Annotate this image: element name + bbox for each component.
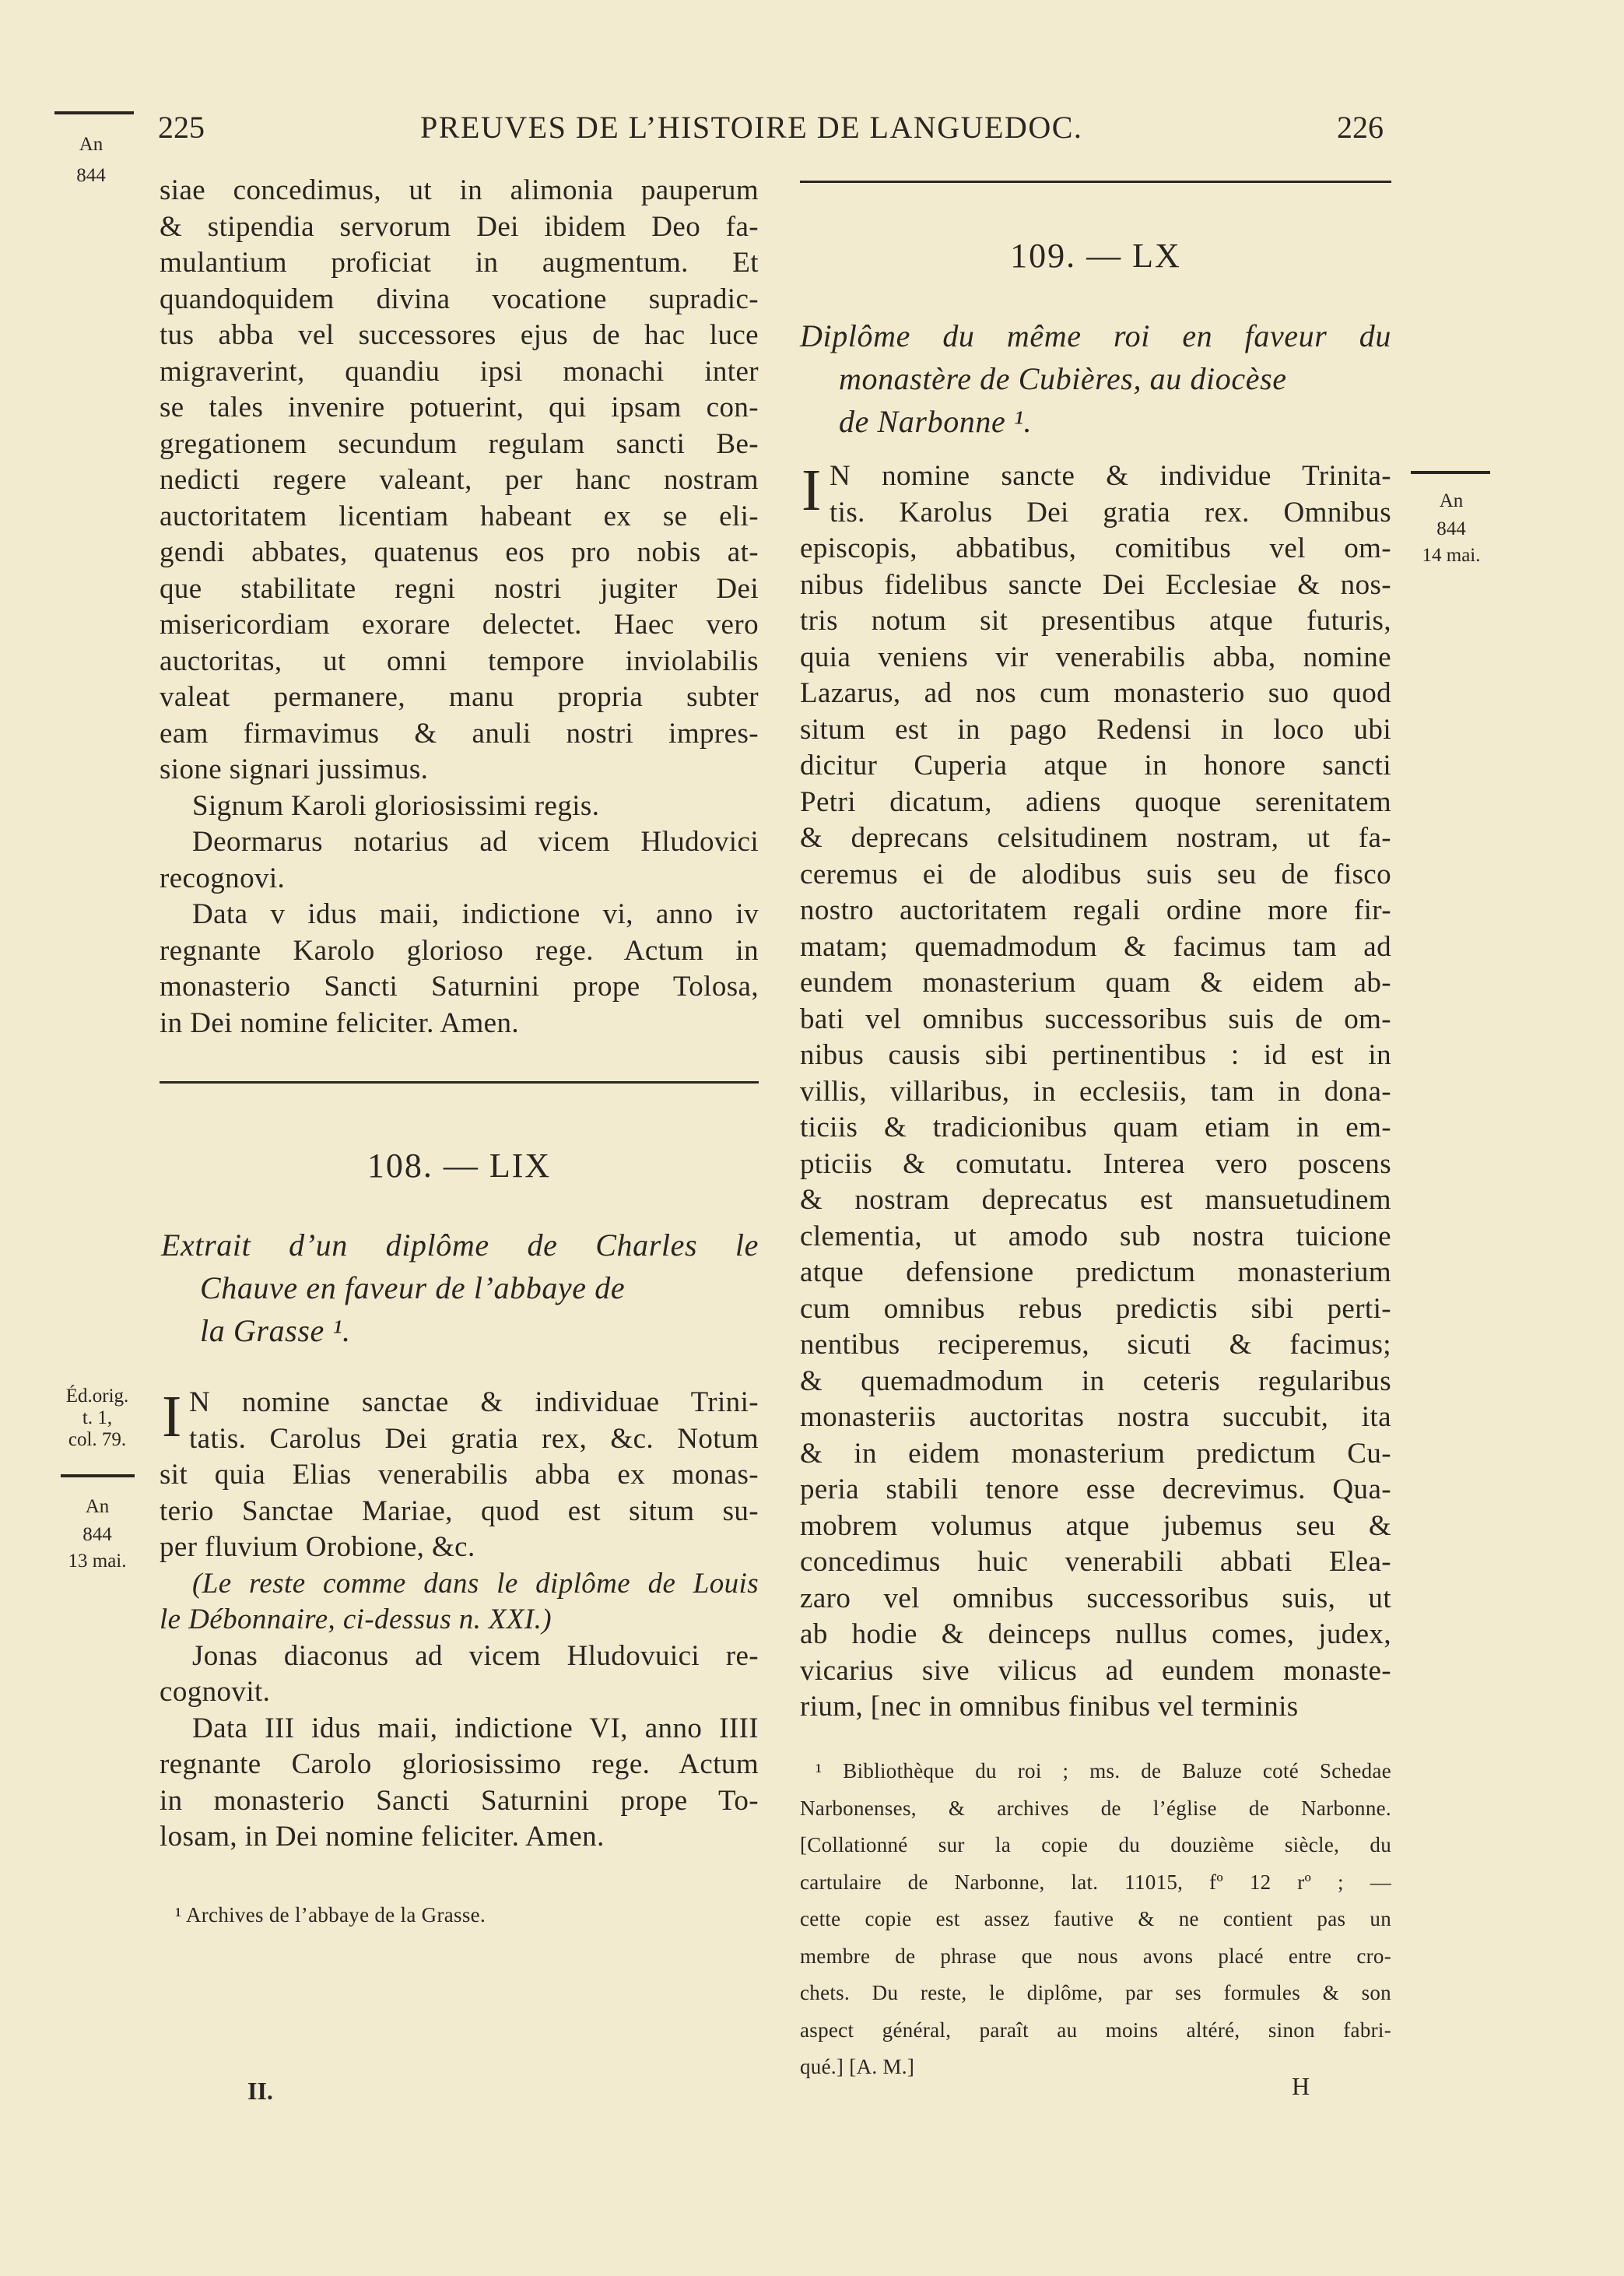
text-line: matam; quemadmodum & facimus tam ad bbox=[800, 930, 1391, 963]
text-line: clementia, ut amodo sub nostra tuicione bbox=[800, 1220, 1391, 1252]
text-line: vicarius sive vilicus ad eundem monaste- bbox=[800, 1654, 1391, 1687]
margin-an: An bbox=[85, 1496, 110, 1517]
title-line: de Narbonne ¹. bbox=[839, 404, 1033, 439]
margin-note-year-left bbox=[54, 1496, 140, 1572]
section-108-text bbox=[160, 1385, 759, 1856]
margin-note-year-right bbox=[1408, 490, 1494, 567]
title-line: monastère de Cubières, au diocèse bbox=[839, 361, 1287, 396]
text-line: Signum Karoli gloriosissimi regis. bbox=[192, 789, 600, 822]
text-line: rium, [nec in omnibus finibus vel terminis bbox=[800, 1691, 1299, 1723]
margin-year: 844 bbox=[76, 165, 106, 186]
text-line: nibus fidelibus sancte Dei Ecclesiae & nos- bbox=[800, 568, 1391, 601]
text-line: que stabilitate regni nostri jugiter Dei bbox=[160, 572, 759, 605]
text-line: tatis. Carolus Dei gratia rex, &c. Notum bbox=[189, 1422, 759, 1455]
text-line: eundem monasterium quam & eidem ab- bbox=[800, 967, 1391, 999]
margin-note-year-top-left bbox=[48, 134, 134, 187]
text-line: N nomine sanctae & individuae Trini- bbox=[189, 1386, 759, 1418]
text-line: Data III idus maii, indictione VI, anno IIII bbox=[192, 1712, 759, 1744]
page-number-left: 225 bbox=[158, 110, 205, 145]
section-108-title bbox=[161, 1224, 759, 1352]
text-line: regnante Carolo gloriosissimo rege. Actum bbox=[160, 1748, 759, 1780]
text-line: membre de phrase que nous avons placé entre cro- bbox=[800, 1944, 1391, 1968]
text-line: losam, in Dei nomine feliciter. Amen. bbox=[160, 1821, 605, 1853]
text-line: (Le reste comme dans le diplôme de Louis bbox=[192, 1567, 759, 1600]
text-line: aspect général, paraît au moins altéré, sinon fabri- bbox=[800, 2018, 1391, 2042]
text-line: bati vel omnibus successoribus suis de om- bbox=[800, 1003, 1391, 1035]
section-109-text bbox=[800, 458, 1391, 1726]
section-109-title bbox=[800, 314, 1391, 443]
text-line: sit quia Elias venerabilis abba ex monas- bbox=[160, 1459, 759, 1491]
text-line: misericordiam exorare delectet. Haec vero bbox=[160, 609, 759, 641]
text-line: qué.] [A. M.] bbox=[800, 2055, 915, 2078]
left-column-continuation-text bbox=[160, 173, 759, 1041]
text-line: [Collationné sur la copie du douzième siècle, du bbox=[800, 1833, 1391, 1856]
page-number-right: 226 bbox=[1337, 110, 1384, 145]
text-line: & nostram deprecatus est mansuetudinem bbox=[800, 1184, 1391, 1216]
text-line: ¹ Bibliothèque du roi ; ms. de Baluze coté Schedae bbox=[816, 1759, 1391, 1783]
text-line: pticiis & comutatu. Interea vero poscens bbox=[800, 1147, 1391, 1180]
text-line: eam firmavimus & anuli nostri impres- bbox=[160, 717, 759, 750]
text-line: ceremus ei de alodibus suis seu de fisco bbox=[800, 858, 1391, 890]
title-line: Extrait d’un diplôme de Charles le bbox=[161, 1228, 759, 1263]
text-line: villis, villaribus, in ecclesiis, tam in dona- bbox=[800, 1075, 1391, 1108]
dropcap-108: I bbox=[162, 1384, 182, 1449]
text-line: quia veniens vir venerabilis abba, nomine bbox=[800, 641, 1391, 673]
margin-year: 844 bbox=[1436, 518, 1466, 539]
text-line: & stipendia servorum Dei ibidem Deo fa- bbox=[160, 210, 759, 243]
text-line: cette copie est assez fautive & ne contient pas un bbox=[800, 1907, 1391, 1930]
running-title: PREUVES DE L’HISTOIRE DE LANGUEDOC. bbox=[420, 110, 1083, 145]
text-line: Narbonenses, & archives de l’église de Narbonne. bbox=[800, 1796, 1391, 1820]
text-line: Jonas diaconus ad vicem Hludovuici re- bbox=[192, 1639, 759, 1672]
text-line: tis. Karolus Dei gratia rex. Omnibus bbox=[830, 496, 1391, 529]
text-line: in Dei nomine feliciter. Amen. bbox=[160, 1006, 520, 1039]
text-line: terio Sanctae Mariae, quod est situm su- bbox=[160, 1495, 759, 1527]
text-line: regnante Karolo glorioso rege. Actum in bbox=[160, 934, 759, 967]
text-line: se tales invenire potuerint, qui ipsam con- bbox=[160, 392, 759, 423]
title-line: la Grasse ¹. bbox=[200, 1313, 351, 1348]
margin-rule bbox=[54, 111, 134, 114]
text-line: per fluvium Orobione, &c. bbox=[160, 1531, 475, 1563]
margin-an: An bbox=[1439, 490, 1464, 511]
text-line: situm est in pago Redensi in loco ubi bbox=[800, 713, 1391, 746]
section-109-footnote bbox=[800, 1753, 1391, 2086]
margin-edition: Éd.orig. bbox=[65, 1386, 129, 1407]
text-line: migraverint, quandiu ipsi monachi inter bbox=[160, 355, 759, 388]
signature-mark-left: II. bbox=[247, 2077, 273, 2105]
margin-rule bbox=[1411, 471, 1490, 474]
margin-an: An bbox=[79, 134, 103, 155]
text-line: gendi abbates, quatenus eos pro nobis at- bbox=[160, 536, 759, 568]
text-line: monasteriis auctoritas nostra succubit, ita bbox=[800, 1401, 1391, 1433]
text-line: cognovit. bbox=[160, 1676, 271, 1708]
signature-mark-right: H bbox=[1292, 2072, 1310, 2100]
text-line: recognovi. bbox=[160, 862, 286, 894]
section-109-heading: 109. — LX bbox=[1010, 237, 1181, 275]
header-rule bbox=[800, 181, 1391, 183]
text-line: gregationem secundum regulam sancti Be- bbox=[160, 427, 759, 460]
margin-rule bbox=[61, 1474, 135, 1477]
text-line: tus abba vel successores ejus de hac luce bbox=[160, 319, 759, 351]
margin-year: 844 bbox=[82, 1524, 112, 1545]
text-line: concedimus huic venerabili abbati Elea- bbox=[800, 1546, 1391, 1578]
text-line: valeat permanere, manu propria subter bbox=[160, 681, 759, 713]
text-line: in monasterio Sancti Saturnini prope To- bbox=[160, 1784, 759, 1817]
text-line: mulantium proficiat in augmentum. Et bbox=[160, 247, 759, 279]
text-line: Data v idus maii, indictione vi, anno iv bbox=[192, 898, 759, 930]
text-line: ab hodie & deinceps nullus comes, judex, bbox=[800, 1618, 1391, 1650]
text-line: zaro vel omnibus successoribus suis, ut bbox=[800, 1582, 1391, 1614]
margin-date: 13 mai. bbox=[68, 1551, 127, 1572]
text-line: cum omnibus rebus predictis sibi perti- bbox=[800, 1292, 1391, 1325]
text-line: Petri dicatum, adiens quoque serenitatem bbox=[800, 785, 1391, 818]
text-line: nedicti regere valeant, per hanc nostram bbox=[160, 464, 759, 496]
section-divider bbox=[160, 1081, 759, 1084]
text-line: le Débonnaire, ci-dessus n. XXI.) bbox=[160, 1603, 552, 1635]
text-line: ticiis & tradicionibus quam etiam in em- bbox=[800, 1112, 1391, 1143]
text-line: & deprecans celsitudinem nostram, ut fa- bbox=[800, 822, 1391, 854]
title-line: Chauve en faveur de l’abbaye de bbox=[200, 1270, 626, 1305]
text-line: monasterio Sancti Saturnini prope Tolosa, bbox=[160, 971, 759, 1003]
text-line: tris notum sit presentibus atque futuris, bbox=[800, 605, 1391, 637]
text-line: quandoquidem divina vocatione supradic- bbox=[160, 283, 759, 315]
text-line: nostro auctoritatem regali ordine more fir- bbox=[800, 894, 1391, 926]
section-108-footnote: ¹ Archives de l’abbaye de la Grasse. bbox=[175, 1903, 486, 1927]
margin-tome: t. 1, bbox=[82, 1407, 113, 1428]
text-line: & quemadmodum in ceteris regularibus bbox=[800, 1365, 1391, 1397]
title-line: Diplôme du même roi en faveur du bbox=[800, 318, 1391, 353]
dropcap-109: I bbox=[801, 458, 822, 523]
section-108-heading: 108. — LIX bbox=[367, 1147, 552, 1185]
text-line: siae concedimus, ut in alimonia pauperum bbox=[160, 174, 759, 206]
margin-date: 14 mai. bbox=[1422, 545, 1481, 566]
text-line: sione signari jussimus. bbox=[160, 753, 429, 785]
text-line: N nomine sancte & individue Trinita- bbox=[830, 460, 1391, 492]
text-line: auctoritatem licentiam habeant ex se eli- bbox=[160, 500, 759, 532]
text-line: & in eidem monasterium predictum Cu- bbox=[800, 1437, 1391, 1470]
text-line: nentibus reciperemus, sicuti & facimus; bbox=[800, 1329, 1391, 1361]
text-line: cartulaire de Narbonne, lat. 11015, fº 12 rº ; — bbox=[800, 1870, 1391, 1894]
text-line: Deormarus notarius ad vicem Hludovici bbox=[192, 826, 759, 858]
margin-column: col. 79. bbox=[68, 1429, 127, 1450]
text-line: mobrem volumus atque jubemus seu & bbox=[800, 1509, 1391, 1542]
text-line: Lazarus, ad nos cum monasterio suo quod bbox=[800, 677, 1391, 709]
text-line: auctoritas, ut omni tempore inviolabilis bbox=[160, 645, 759, 677]
text-line: peria stabili tenore esse decrevimus. Qua- bbox=[800, 1473, 1391, 1505]
text-line: nibus causis sibi pertinentibus : id est in bbox=[800, 1039, 1391, 1071]
margin-note-edition bbox=[54, 1386, 140, 1451]
text-line: episcopis, abbatibus, comitibus vel om- bbox=[800, 532, 1391, 564]
text-line: atque defensione predictum monasterium bbox=[800, 1256, 1391, 1288]
text-line: dicitur Cuperia atque in honore sancti bbox=[800, 750, 1391, 781]
text-line: chets. Du reste, le diplôme, par ses formules & son bbox=[800, 1981, 1391, 2004]
